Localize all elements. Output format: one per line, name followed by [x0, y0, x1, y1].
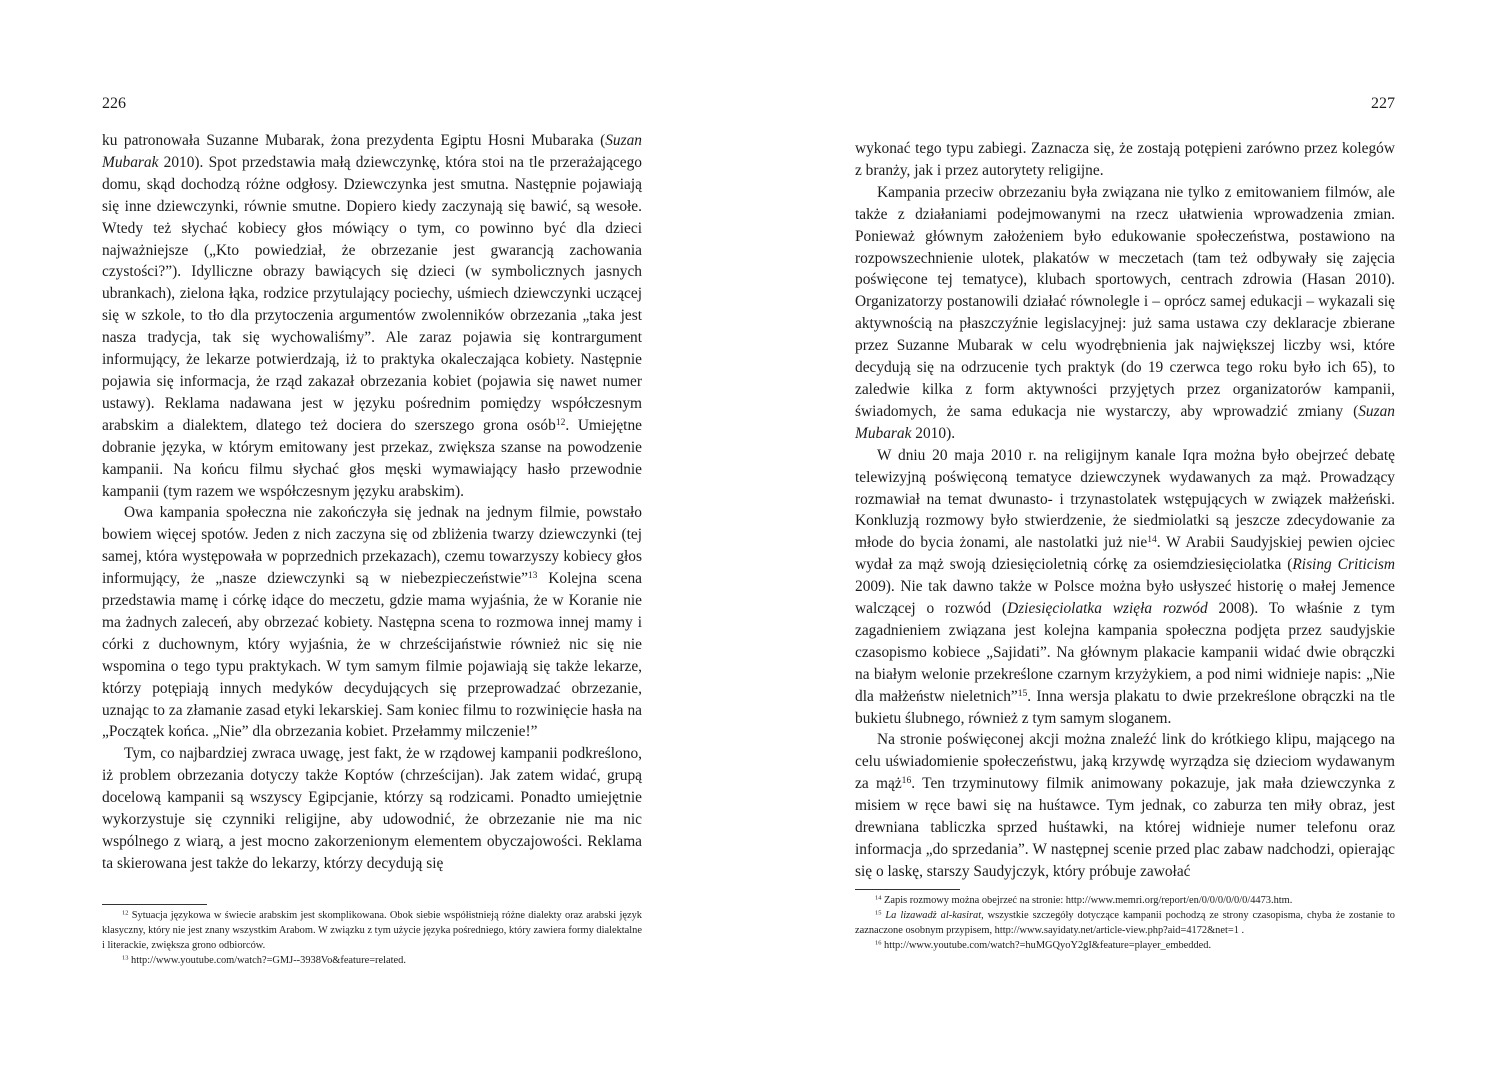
text-run: http://www.youtube.com/watch?=huMGQyoY2gI&feature=player_embedded.: [881, 940, 1212, 951]
footnotes-left: [102, 908, 642, 968]
footnote-reference: 14: [875, 894, 882, 902]
italic-text: Dziesięciolatka wzięła rozwód: [1007, 600, 1208, 618]
text-run: Zapis rozmowy można obejrzeć na stronie: http://www.memri.org/report/en/0/0/0/0/0/0/4473.htm.: [881, 895, 1293, 906]
italic-text: Rising Criticism: [1292, 556, 1395, 574]
text-run: . Inna wersja plakatu to dwie przekreślone obrączki na tle bukietu ślubnego, również z tym samym sloganem.: [855, 687, 1395, 727]
footnote: [102, 908, 642, 953]
footnote-reference: 12: [555, 416, 566, 428]
italic-text: Suzan Mubarak: [102, 132, 642, 171]
italic-text: La lizawadż al-kasirat: [885, 910, 982, 921]
text-run: 2010).: [911, 424, 956, 442]
text-run: wykonać tego typu zabiegi. Zaznacza się, że zostają potępieni zarówno przez kolegów z branży, jak i przez autorytety religijne.: [855, 140, 1395, 179]
paragraph: [102, 130, 642, 502]
text-run: Kolejna scena przedstawia mamę i córkę idące do meczetu, gdzie mama wyjaśnia, że w Koranie nie ma żadnych zaleceń, aby obrzezać kobiety. Następna scena to rozmowa innej mamy i córki z duchownym, który wyjaśnia, że w chrześcijaństwie również nic się nie wspomina o tego typu praktykach. W tym samym filmie pojawiają się także lekarze, którzy potępiają innych medyków decydujących się przeprowadzać obrzezanie, uznając to za złamanie zasad etyki lekarskiej. Sam koniec filmu to rozwinięcie hasła na „Początek końca. „Nie” dla obrzezania kobiet. Przełammy milczenie!”: [102, 570, 642, 741]
footnote-reference: 13: [122, 954, 129, 962]
page-number-left: 226: [102, 95, 126, 112]
footnote: [855, 938, 1395, 953]
paragraph: [102, 502, 642, 743]
italic-text: Suzan Mubarak: [855, 402, 1395, 442]
footnote-reference: 12: [122, 909, 129, 917]
text-run: Sytuacja językowa w świecie arabskim jest skomplikowana. Obok siebie współistnieją różne dialekty oraz arabski język klasyczny, który nie jest znany wszystkim Arabom. W związku z tym użycie języka pośredniego, który zawiera formy dialektalne i literackie, zwiększa grono odbiorców.: [102, 910, 642, 951]
footnote: [102, 953, 642, 968]
footnotes-right: [855, 893, 1395, 953]
footnote: [855, 908, 1395, 938]
paragraph: [102, 743, 642, 874]
footnote-divider: [102, 904, 207, 905]
paragraph: [855, 182, 1395, 445]
text-run: . Umiejętne dobranie języka, w którym emitowany jest przekaz, zwiększa szanse na powodzenie kampanii. Na końcu filmu słychać głos męski wymawiający hasło przewodnie kampanii (tym razem we współczesnym języku arabskim).: [102, 416, 642, 500]
text-run: Kampania przeciw obrzezaniu była związana nie tylko z emitowaniem filmów, ale także z działaniami podejmowanymi na rzecz ułatwienia wprowadzenia zmian. Ponieważ głównym założeniem było edukowanie społeczeństwa, postawiono na rozpowszechnienie ulotek, plakatów w meczetach (tam też odbywały się zajęcia poświęcone tej tematyce), klubach sportowych, centrach zdrowia (Hasan 2010). Organizatorzy postanowili działać równolegle i – oprócz samej edukacji – wykazali się aktywnością na płaszczyźnie legislacyjnej: już sama ustawa czy deklaracje zbierane przez Suzanne Mubarak w celu wyodrębnienia jak największej liczby wsi, które decydują się na odrzucenie tych praktyk (do 19 czerwca tego roku było ich 65), to zaledwie kilka z form aktywności przyjętych przez organizatorów kampanii, świadomych, że sama edukacja nie wystarczy, aby wprowadzić zmiany (: [855, 183, 1395, 420]
text-run: http://www.youtube.com/watch?=GMJ--3938Vo&feature=related.: [128, 955, 406, 966]
footnote-reference: 16: [901, 775, 912, 787]
footnote-reference: 15: [875, 909, 882, 917]
footnote-reference: 14: [1147, 534, 1157, 546]
footnote-reference: 13: [527, 569, 538, 581]
text-run: 2010). Spot przedstawia małą dziewczynkę, która stoi na tle przerażającego domu, skąd dochodzą różne odgłosy. Dziewczynka jest smutna. Następnie pojawiają się inne dziewczynki, równie smutne. Dopiero kiedy zaczynają się bawić, są wesołe. Wtedy też słychać kobiecy głos mówiący o tym, co powinno być dla dzieci najważniejsze („Kto powiedział, że obrzezanie jest gwarancją zachowania czystości?”). Idylliczne obrazy bawiących się dzieci (w symbolicznych jasnych ubrankach), zielona łąka, rodzice przytulający pociechy, uśmiech dziewczynki uczącej się w szkole, to tło dla przytoczenia argumentów zwolenników obrzezania „taka jest nasza tradycja, tak się wychowaliśmy”. Ale zaraz pojawia się kontrargument informujący, że lekarze potwierdzają, iż to praktyka okaleczająca kobiety. Następnie pojawia się informacja, że rząd zakazał obrzezania kobiet (pojawia się nawet numer ustawy). Reklama nadawana jest w języku pośrednim pomiędzy współczesnym arabskim a dialektem, dlatego też dociera do szerszego grona osób: [102, 153, 642, 434]
text-run: Owa kampania społeczna nie zakończyła się jednak na jednym filmie, powstało bowiem więcej spotów. Jeden z nich zaczyna się od zbliżenia twarzy dziewczynki (tej samej, która występowała w poprzednich przekazach), czemu towarzyszy kobiecy głos informujący, że „nasze dziewczynki są w niebezpieczeństwie”: [102, 504, 642, 588]
page-number-right: 227: [1371, 95, 1395, 112]
body-text-right: [855, 138, 1395, 883]
footnote-reference: 15: [1017, 687, 1028, 699]
paragraph: [855, 729, 1395, 882]
text-run: Tym, co najbardziej zwraca uwagę, jest fakt, że w rządowej kampanii podkreślono, iż problem obrzezania dotyczy także Koptów (chrześcijan). Jak zatem widać, grupą docelową kampanii są wszyscy Egipcjanie, którzy są rodzicami. Ponadto umiejętnie wykorzystuje się czynniki religijne, aby udowodnić, że obrzezanie nie ma nic wspólnego z wiarą, a jest mocno zakorzenionym elementem obyczajowości. Reklama ta skierowana jest także do lekarzy, którzy decydują się: [102, 745, 642, 872]
body-text-left: [102, 130, 642, 875]
text-run: ku patronowała Suzanne Mubarak, żona prezydenta Egiptu Hosni Mubaraka (: [102, 132, 606, 149]
paragraph: [855, 138, 1395, 182]
text-run: . W Arabii Saudyjskiej pewien ojciec wydał za mąż swoją dziesięcioletnią córkę za osiemdziesięciolatka (: [855, 534, 1396, 574]
paragraph: [855, 445, 1395, 730]
footnote-divider: [855, 889, 960, 890]
text-run: . Ten trzyminutowy filmik animowany pokazuje, jak mała dziewczynka z misiem w ręce bawi się na huśtawce. Tym jednak, co zaburza ten miły obraz, jest drewniana tabliczka sprzed huśtawki, na której widnieje numer telefonu oraz informacja „do sprzedania”. W następnej scenie przed plac zabaw nadchodzi, opierając się o laskę, starszy Saudyjczyk, który próbuje zawołać: [855, 775, 1395, 880]
text-run: Na stronie poświęconej akcji można znaleźć link do krótkiego klipu, mającego na celu uświadomienie społeczeństwu, jaką krzywdę wyrządza się dzieciom wydawanym za mąż: [855, 731, 1395, 793]
footnote-reference: 16: [875, 939, 882, 947]
text-run: 2009). Nie tak dawno także w Polsce można było usłyszeć historię o małej Jemence walczącej o rozwód (: [855, 578, 1395, 618]
text-run: , wszystkie szczegóły dotyczące kampanii pochodzą ze strony czasopisma, chyba że zostanie to zaznaczone osobnym przypisem, http://www.sayidaty.net/article-view.php?aid=4172&net=1 .: [855, 910, 1396, 936]
footnote: [855, 893, 1395, 908]
text-run: 2008). To właśnie z tym zagadnieniem związana jest kolejna kampania społeczna podjęta przez saudyjskie czasopismo kobiece „Sajidati”. Na głównym plakacie kampanii widać dwie obrączki na białym welonie przekreślone czarnym krzyżykiem, a pod nimi widnieje napis: „Nie dla małżeństw nieletnich”: [855, 600, 1395, 705]
text-run: W dniu 20 maja 2010 r. na religijnym kanale Iqra można było obejrzeć debatę telewizyjną poświęconą tematyce dziewczynek wydawanych za mąż. Prowadzący rozmawiał na temat dwunasto- i trzynastolatek wstępujących w związek małżeński. Konkluzją rozmowy było stwierdzenie, że siedmiolatki są jeszcze zdecydowanie za młode do bycia żonami, ale nastolatki już nie: [855, 446, 1395, 552]
